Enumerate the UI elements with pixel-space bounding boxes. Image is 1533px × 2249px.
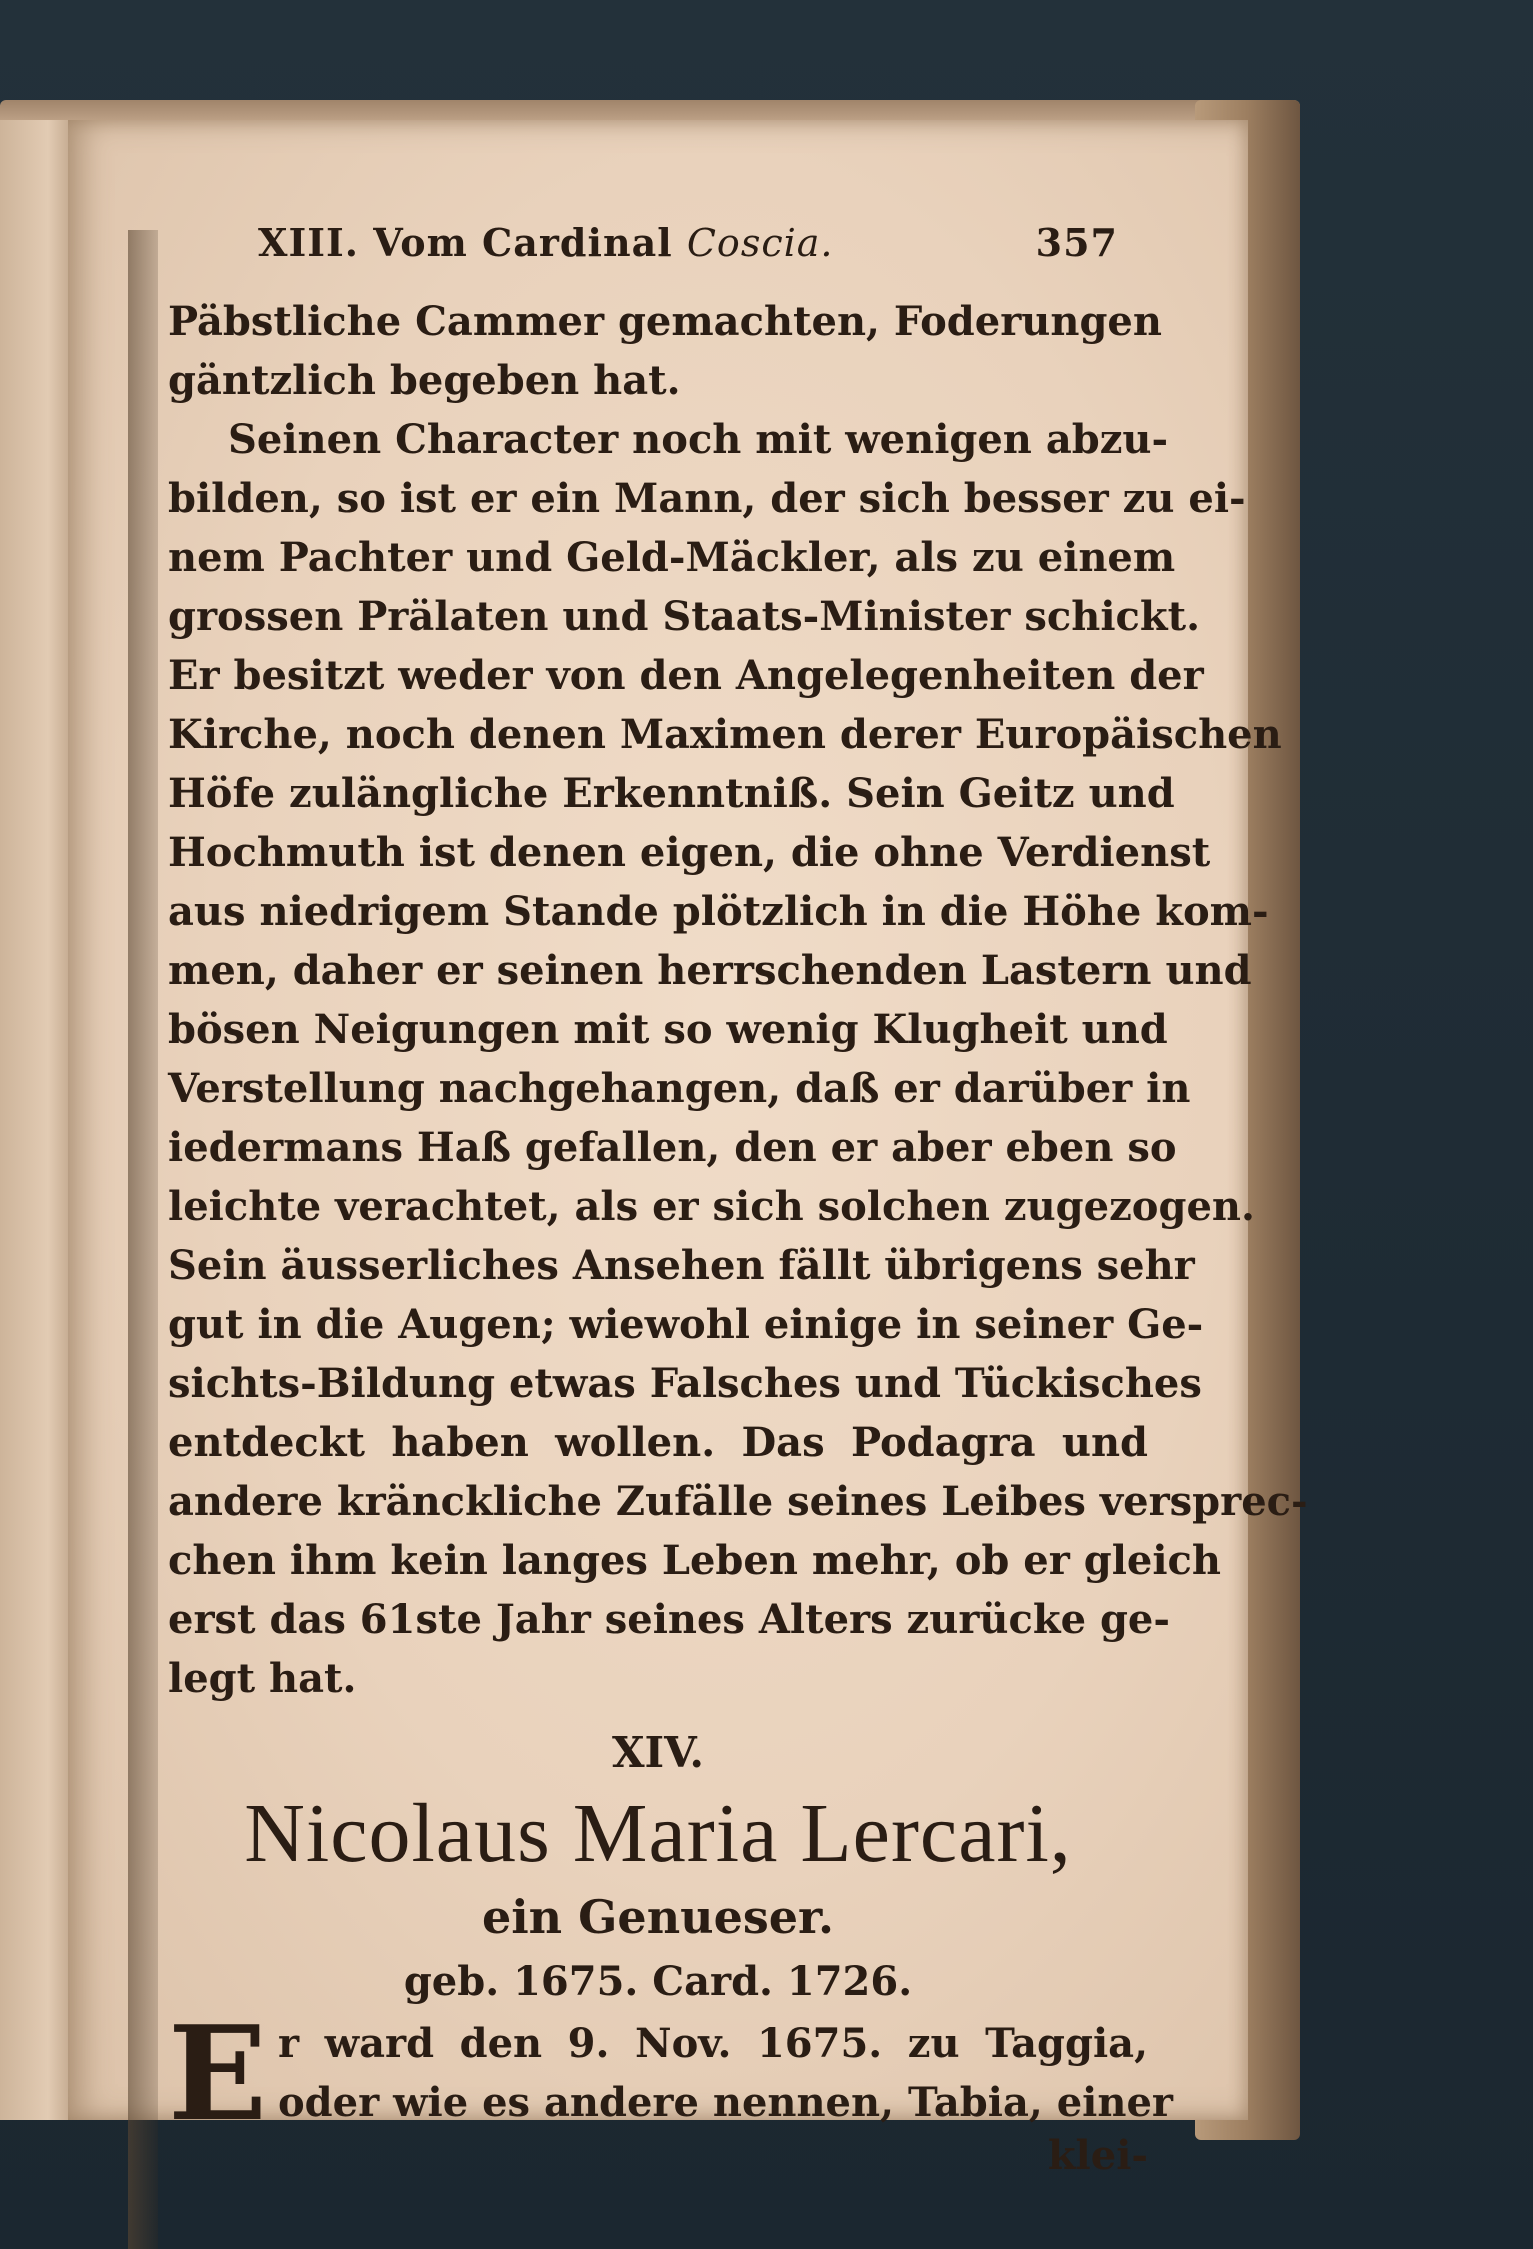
text-line: leichte verachtet, als er sich solchen zugezogen. — [168, 1183, 1255, 1230]
running-head-title: XIII. Vom Cardinal Coscia. — [258, 220, 834, 265]
catchword: klei- — [1047, 2132, 1148, 2179]
text-line: Kirche, noch denen Maximen derer Europäischen — [168, 711, 1282, 758]
text-line: Sein äusserliches Ansehen fällt übrigens sehr — [168, 1242, 1195, 1289]
text-line: nem Pachter und Geld-Mäckler, als zu einem — [168, 534, 1176, 581]
text-line: entdeckt haben wollen. Das Podagra und — [168, 1419, 1148, 1466]
text-line: Er besitzt weder von den Angelegenheiten der — [168, 652, 1204, 699]
running-head-title-italic: Coscia. — [686, 221, 834, 265]
text-line: Höfe zulängliche Erkenntniß. Sein Geitz und — [168, 770, 1175, 817]
text-line: bilden, so ist er ein Mann, der sich besser zu ei- — [168, 475, 1246, 522]
text-line: Päbstliche Cammer gemachten, Foderungen — [168, 298, 1162, 345]
text-line: Hochmuth ist denen eigen, die ohne Verdienst — [168, 829, 1211, 876]
opening-paragraph — [168, 1997, 1173, 2194]
text-line: andere kränckliche Zufälle seines Leibes versprec- — [168, 1478, 1308, 1525]
body-text — [168, 292, 1308, 1708]
text-line: erst das 61ste Jahr seines Alters zurücke ge- — [168, 1596, 1170, 1643]
section-subtitle: ein Genueser. — [481, 1890, 835, 1944]
text-line: bösen Neigungen mit so wenig Klugheit und — [168, 1006, 1168, 1053]
page-number: 357 — [1035, 220, 1118, 265]
text-line: iedermans Haß gefallen, den er aber eben so — [168, 1124, 1177, 1171]
text-line: Seinen Character noch mit wenigen abzu- — [228, 416, 1169, 463]
text-line: men, daher er seinen herrschenden Lastern und — [168, 947, 1252, 994]
section-dates: geb. 1675. Card. 1726. — [403, 1958, 913, 2005]
text-line: legt hat. — [168, 1655, 357, 1702]
text-line: aus niedrigem Stande plötzlich in die Höhe kom- — [168, 888, 1269, 935]
text-line: gut in die Augen; wiewohl einige in seiner Ge- — [168, 1301, 1204, 1348]
text-line: sichts-Bildung etwas Falsches und Tückisches — [168, 1360, 1202, 1407]
text-line: chen ihm kein langes Leben mehr, ob er gleich — [168, 1537, 1221, 1584]
text-line: grossen Prälaten und Staats-Minister schickt. — [168, 593, 1201, 640]
text-line: r ward den 9. Nov. 1675. zu Taggia, — [278, 2020, 1148, 2067]
page-gutter — [128, 230, 158, 2249]
running-head — [168, 220, 1148, 280]
book-page — [68, 120, 1308, 2179]
text-line: Verstellung nachgehangen, daß er darüber in — [168, 1065, 1191, 1112]
text-line: gäntzlich begeben hat. — [168, 357, 681, 404]
text-line: oder wie es andere nennen, Tabia, einer — [278, 2079, 1173, 2126]
page-text — [168, 220, 1308, 2194]
section-number: XIV. — [611, 1728, 705, 1777]
drop-cap: E — [168, 1997, 268, 2150]
section-title: Nicolaus Maria Lercari, — [244, 1787, 1072, 1880]
